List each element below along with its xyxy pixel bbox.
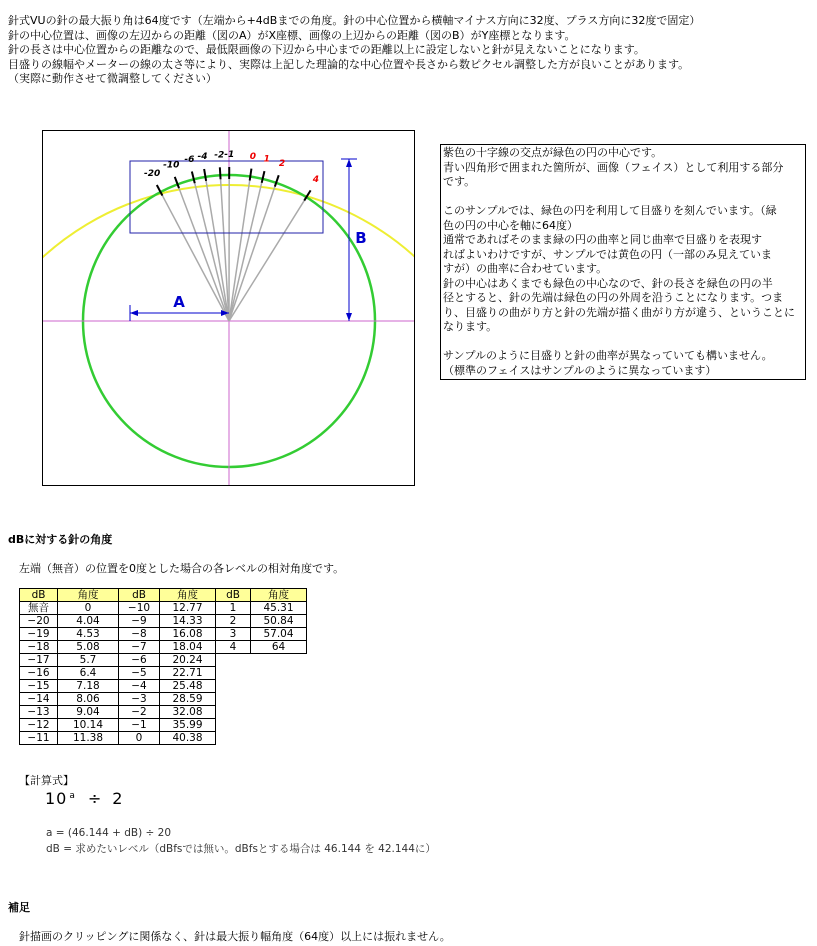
dimension-b-arrow-bottom — [346, 313, 352, 321]
formula — [45, 789, 123, 808]
scale-label: -2 — [214, 150, 225, 161]
dimension-b-arrow-top — [346, 159, 352, 167]
scale-label: -10 — [163, 160, 180, 171]
table-cell: 2 — [216, 615, 251, 628]
table-row — [20, 719, 307, 732]
table-cell: 22.71 — [160, 667, 216, 680]
scale-label: 1 — [263, 154, 270, 165]
table-row — [20, 693, 307, 706]
table-header-row — [20, 589, 307, 602]
table-cell: 45.31 — [251, 602, 307, 615]
note-line: 通常であればそのまま緑の円の曲率と同じ曲率で目盛りを表現す — [443, 233, 762, 246]
table-cell: 0 — [58, 602, 119, 615]
scale-label: -20 — [143, 169, 161, 180]
formula-label: 【計算式】 — [19, 774, 74, 787]
table-cell: −3 — [119, 693, 160, 706]
table-row — [20, 706, 307, 719]
header-cell: dB — [20, 589, 58, 602]
needle-line — [194, 179, 229, 321]
note-line: ればよいわけですが、サンプルでは黄色の円（一部のみ見えていま — [443, 247, 773, 261]
scale-tick — [192, 172, 195, 184]
table-row — [20, 732, 307, 745]
table-cell: 5.08 — [58, 641, 119, 654]
table-cell: −11 — [20, 732, 58, 745]
table-cell: −5 — [119, 667, 160, 680]
table-cell: −13 — [20, 706, 58, 719]
table-cell: 50.84 — [251, 615, 307, 628]
table-cell: 4.04 — [58, 615, 119, 628]
note-line: です。 — [443, 175, 476, 188]
formula-definition-db: dB = 求めたいレベル（dBfsでは無い。dBfsとする場合は 46.144 を 42.144に） — [46, 843, 436, 855]
table-cell: 8.06 — [58, 693, 119, 706]
dimension-a-arrow-left — [130, 310, 138, 316]
table-cell: 28.59 — [160, 693, 216, 706]
table-cell: 無音 — [20, 602, 58, 615]
formula-exponent: a — [69, 791, 76, 801]
table-cell: 18.04 — [160, 641, 216, 654]
table-cell: −2 — [119, 706, 160, 719]
table-cell: 11.38 — [58, 732, 119, 745]
table-cell: 16.08 — [160, 628, 216, 641]
supplement-title: 補足 — [8, 901, 30, 914]
table-cell: 4.53 — [58, 628, 119, 641]
table-cell: −18 — [20, 641, 58, 654]
table-cell: −7 — [119, 641, 160, 654]
scale-label: 4 — [312, 174, 320, 185]
table-row — [20, 628, 307, 641]
note-line: このサンプルでは、緑色の円を利用して目盛りを刻んでいます。（緑 — [443, 204, 777, 217]
note-line: すが）の曲率に合わせています。 — [443, 262, 608, 275]
header-cell: 角度 — [58, 589, 119, 602]
scale-tick — [262, 171, 265, 183]
supplement-text: 針描画のクリッピングに関係なく、針は最大振り幅角度（64度）以上には振れません。 — [19, 930, 451, 943]
table-cell — [251, 680, 307, 693]
table-cell — [216, 654, 251, 667]
table-cell — [251, 667, 307, 680]
table-cell: 0 — [119, 732, 160, 745]
angle-section-description: 左端（無音）の位置を0度とした場合の各レベルの相対角度です。 — [19, 562, 345, 575]
label-a: A — [173, 293, 185, 311]
note-line: 紫色の十字線の交点が緑色の円の中心です。 — [443, 146, 663, 159]
formula-definition-a: a = (46.144 + dB) ÷ 20 — [46, 827, 172, 839]
table-cell: 12.77 — [160, 602, 216, 615]
table-cell — [216, 706, 251, 719]
formula-operator: ÷ — [87, 789, 103, 808]
table-cell — [216, 680, 251, 693]
scale-tick — [220, 167, 221, 179]
table-cell: −14 — [20, 693, 58, 706]
header-cell: 角度 — [251, 589, 307, 602]
note-line: 色の円の中心を軸に64度） — [443, 218, 578, 232]
note-line: 針の中心はあくまでも緑色の中心なので、針の長さを緑色の円の半 — [443, 276, 773, 290]
needle-line — [229, 179, 263, 321]
label-b: B — [355, 229, 367, 247]
intro-line: 目盛りの線幅やメーターの線の太さ等により、実際は上記した理論的な中心位置や長さから数ピクセル調整した方が良いことがあります。 — [8, 57, 690, 71]
needle-line — [229, 197, 306, 321]
table-cell: 9.04 — [58, 706, 119, 719]
table-cell: 10.14 — [58, 719, 119, 732]
needle-line — [220, 175, 229, 321]
scale-label: 0 — [249, 151, 257, 162]
table-cell: −20 — [20, 615, 58, 628]
table-cell — [216, 732, 251, 745]
table-cell: 64 — [251, 641, 307, 654]
table-cell: −19 — [20, 628, 58, 641]
scale-tick — [275, 175, 279, 186]
table-cell: 1 — [216, 602, 251, 615]
table-cell: −8 — [119, 628, 160, 641]
table-cell: 4 — [216, 641, 251, 654]
scale-label: 2 — [278, 158, 286, 169]
explanation-box — [440, 144, 806, 380]
table-cell — [216, 719, 251, 732]
table-cell: 20.24 — [160, 654, 216, 667]
table-cell: 14.33 — [160, 615, 216, 628]
table-cell: −16 — [20, 667, 58, 680]
table-cell — [251, 719, 307, 732]
header-cell: dB — [216, 589, 251, 602]
table-cell: −17 — [20, 654, 58, 667]
meter-diagram — [42, 130, 415, 486]
scale-label: -6 — [184, 154, 195, 165]
intro-line: 針式VUの針の最大振り角は64度です（左端から+4dBまでの角度。針の中心位置から横軸マイナス方向に32度、プラス方向に32度で固定） — [8, 14, 701, 27]
table-cell: 57.04 — [251, 628, 307, 641]
table-cell: 6.4 — [58, 667, 119, 680]
table-cell: 35.99 — [160, 719, 216, 732]
formula-base: 10 — [45, 789, 68, 808]
table-cell — [251, 654, 307, 667]
table-cell: −15 — [20, 680, 58, 693]
note-line: 径とすると、針の先端は緑色の円の外周を沿うことになります。つま — [443, 291, 784, 304]
note-line: サンプルのように目盛りと針の曲率が異なっていても構いません。 — [443, 349, 773, 362]
table-cell: −4 — [119, 680, 160, 693]
note-line: なります。 — [443, 320, 498, 333]
table-cell — [216, 667, 251, 680]
table-cell: 5.7 — [58, 654, 119, 667]
intro-line: 針の中心位置は、画像の左辺からの距離（図のA）がX座標、画像の上辺からの距離（図のB）がY座標となります。 — [8, 28, 576, 42]
needle-line — [229, 183, 276, 321]
table-row — [20, 602, 307, 615]
table-row — [20, 680, 307, 693]
note-line: 青い四角形で囲まれた箇所が、画像（フェイス）として利用する部分 — [443, 160, 784, 174]
table-cell: 7.18 — [58, 680, 119, 693]
table-cell: −1 — [119, 719, 160, 732]
scale-tick — [250, 169, 252, 181]
intro-line: 針の長さは中心位置からの距離なので、最低限画像の下辺から中心までの距離以上に設定しないと針が見えないことになります。 — [8, 43, 645, 57]
table-row — [20, 641, 307, 654]
header-cell: dB — [119, 589, 160, 602]
table-cell — [251, 732, 307, 745]
angle-section-title: dBに対する針の角度 — [8, 533, 113, 546]
meter-diagram-svg — [43, 131, 414, 485]
needle-line — [178, 184, 229, 321]
table-cell — [216, 693, 251, 706]
scale-tick — [204, 169, 206, 181]
table-row — [20, 615, 307, 628]
angle-table — [19, 588, 307, 745]
formula-divisor: 2 — [112, 789, 124, 808]
intro-text — [8, 14, 813, 87]
table-cell: −9 — [119, 615, 160, 628]
table-cell: 25.48 — [160, 680, 216, 693]
table-row — [20, 667, 307, 680]
table-row — [20, 654, 307, 667]
scale-label: -4 — [197, 152, 208, 163]
table-cell: 40.38 — [160, 732, 216, 745]
table-cell: −6 — [119, 654, 160, 667]
intro-line: （実際に動作させて微調整してください） — [8, 72, 217, 86]
note-line: り、目盛りの曲がり方と針の先端が描く曲がり方が違う、ということに — [443, 305, 795, 319]
table-cell: −12 — [20, 719, 58, 732]
table-cell: −10 — [119, 602, 160, 615]
table-cell: 32.08 — [160, 706, 216, 719]
scale-label: -1 — [224, 150, 235, 161]
header-cell: 角度 — [160, 589, 216, 602]
table-cell — [251, 706, 307, 719]
table-cell — [251, 693, 307, 706]
needle-line — [229, 177, 250, 321]
table-cell: 3 — [216, 628, 251, 641]
note-line: （標準のフェイスはサンプルのように異なっています） — [443, 363, 717, 377]
